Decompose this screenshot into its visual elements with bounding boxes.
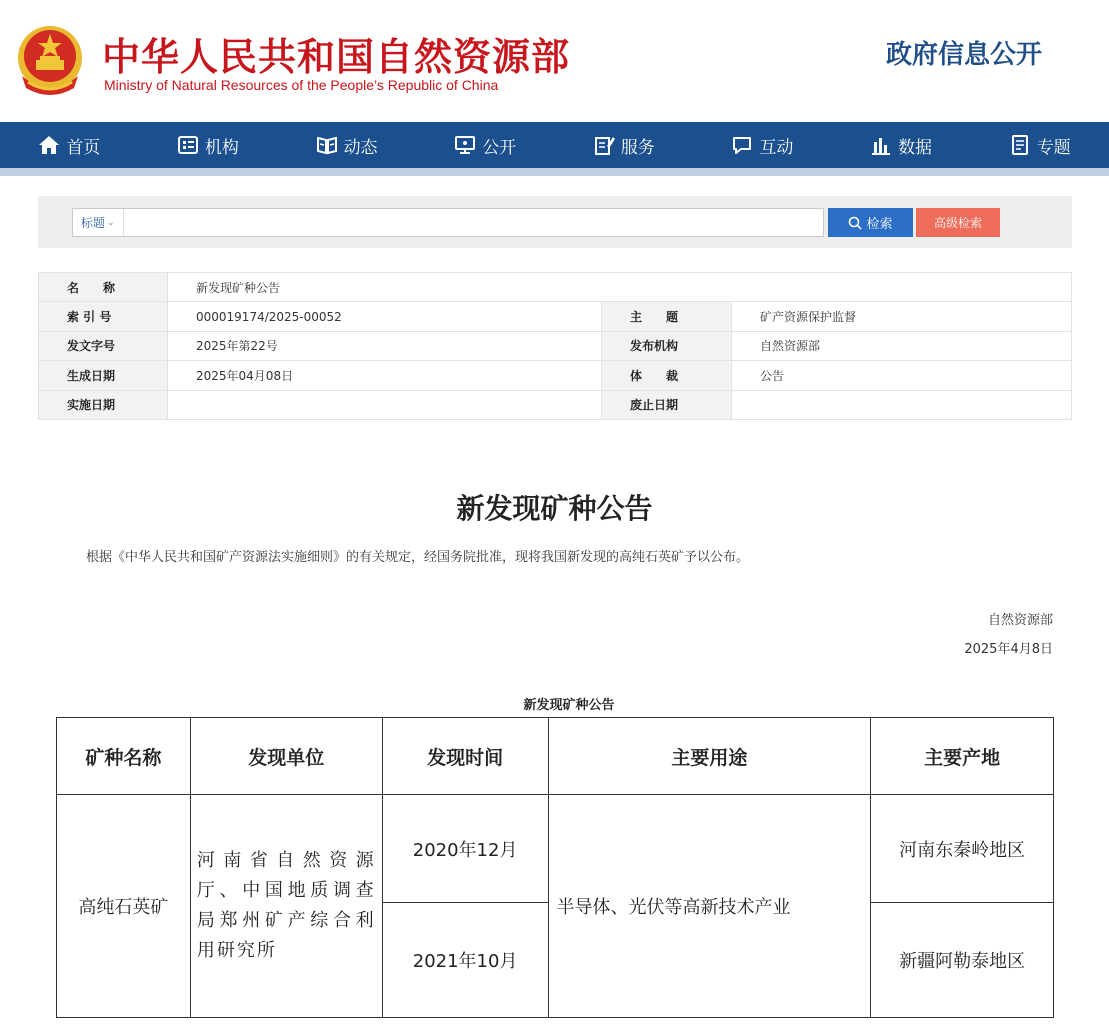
chat-icon: [731, 134, 753, 156]
meta-value-effective: [168, 390, 602, 419]
search-bar: [38, 196, 1072, 248]
search-box: [72, 208, 824, 237]
column-header: 主要产地: [871, 718, 1054, 795]
meta-value-index: 000019174/2025-00052: [168, 302, 602, 331]
meta-value-date: 2025年04月08日: [168, 361, 602, 390]
home-icon: [38, 134, 60, 156]
meta-row: [39, 390, 1072, 419]
column-header: 矿种名称: [57, 718, 191, 795]
ministry-title-cn: 中华人民共和国自然资源部: [102, 35, 571, 79]
meta-label-expire: 废止日期: [602, 390, 732, 419]
nav-label: 互动: [759, 137, 794, 158]
discovery-time-cell: 2020年12月: [382, 795, 548, 903]
document-meta-table: [38, 272, 1072, 420]
main-nav: [0, 122, 1109, 168]
nav-item-open[interactable]: [416, 122, 555, 168]
search-button[interactable]: [828, 208, 913, 237]
meta-label-date: 生成日期: [39, 361, 168, 390]
search-button-label: 检索: [866, 216, 893, 231]
signature-org: 自然资源部: [987, 613, 1053, 628]
meta-row: [39, 302, 1072, 331]
meta-value-genre: 公告: [732, 361, 1072, 390]
nav-label: 公开: [482, 137, 517, 158]
meta-label-index: 索 引 号: [39, 302, 168, 331]
column-header: 发现单位: [190, 718, 382, 795]
nav-label: 首页: [66, 137, 101, 158]
nav-label: 专题: [1036, 137, 1071, 158]
nav-label: 动态: [343, 137, 378, 158]
search-type-select[interactable]: [73, 209, 124, 236]
meta-label-issuer: 发布机构: [602, 331, 732, 360]
meta-label-effective: 实施日期: [39, 390, 168, 419]
meta-value-issuer: 自然资源部: [732, 331, 1072, 360]
document-signature: [964, 606, 1053, 664]
nav-item-topic[interactable]: [970, 122, 1109, 168]
meta-label-subject: 主 题: [602, 302, 732, 331]
mineral-name-cell: 高纯石英矿: [57, 795, 191, 1018]
meta-label-genre: 体 裁: [602, 361, 732, 390]
search-icon: [848, 216, 862, 230]
document-icon: [1009, 134, 1031, 156]
discoverer-cell: 河南省自然资源厅、中国地质调查局郑州矿产综合利用研究所: [190, 795, 382, 1018]
org-icon: [177, 134, 199, 156]
signature-date: 2025年4月8日: [964, 642, 1053, 657]
meta-row: [39, 331, 1072, 360]
column-header: 主要用途: [548, 718, 871, 795]
origin-cell: 新疆阿勒泰地区: [871, 903, 1054, 1018]
meta-value-expire: [732, 390, 1072, 419]
meta-value-doc-no: 2025年第22号: [168, 331, 602, 360]
search-input[interactable]: [127, 209, 817, 236]
nav-item-data[interactable]: [832, 122, 971, 168]
bar-chart-icon: [870, 134, 892, 156]
nav-item-interact[interactable]: [693, 122, 832, 168]
document-body: 根据《中华人民共和国矿产资源法实施细则》的有关规定，经国务院批准，现将我国新发现的高纯石英矿予以公布。: [86, 550, 750, 565]
nav-divider: [0, 168, 1109, 176]
monitor-icon: [454, 134, 476, 156]
origin-cell: 河南东秦岭地区: [871, 795, 1054, 903]
nav-item-org[interactable]: [139, 122, 278, 168]
nav-label: 数据: [898, 137, 933, 158]
meta-row: [39, 273, 1072, 302]
meta-label-name: 名 称: [39, 273, 168, 302]
ministry-title-en: Ministry of Natural Resources of the People’s Republic of China: [104, 77, 499, 93]
news-icon: [316, 134, 338, 156]
gov-info-open-link[interactable]: 政府信息公开: [886, 40, 1043, 70]
mineral-table: [56, 717, 1054, 1018]
meta-value-name: 新发现矿种公告: [168, 273, 1072, 302]
nav-item-service[interactable]: [555, 122, 694, 168]
discovery-time-cell: 2021年10月: [382, 903, 548, 1018]
table-header-row: [57, 718, 1054, 795]
edit-icon: [593, 134, 615, 156]
table-caption: 新发现矿种公告: [523, 698, 615, 713]
document-title: 新发现矿种公告: [456, 492, 653, 525]
advanced-search-button[interactable]: 高级检索: [916, 208, 1000, 237]
nav-item-news[interactable]: [277, 122, 416, 168]
usage-cell: 半导体、光伏等高新技术产业: [548, 795, 871, 1018]
chevron-down-icon: ⌄: [107, 217, 115, 228]
nav-item-home[interactable]: [0, 122, 139, 168]
site-header: [0, 0, 1109, 122]
table-row: [57, 795, 1054, 903]
nav-label: 机构: [204, 137, 239, 158]
column-header: 发现时间: [382, 718, 548, 795]
nav-label: 服务: [620, 137, 655, 158]
search-type-label: 标题: [81, 216, 106, 230]
meta-row: [39, 361, 1072, 390]
meta-label-doc-no: 发文字号: [39, 331, 168, 360]
meta-value-subject: 矿产资源保护监督: [732, 302, 1072, 331]
national-emblem-icon: [14, 22, 86, 98]
